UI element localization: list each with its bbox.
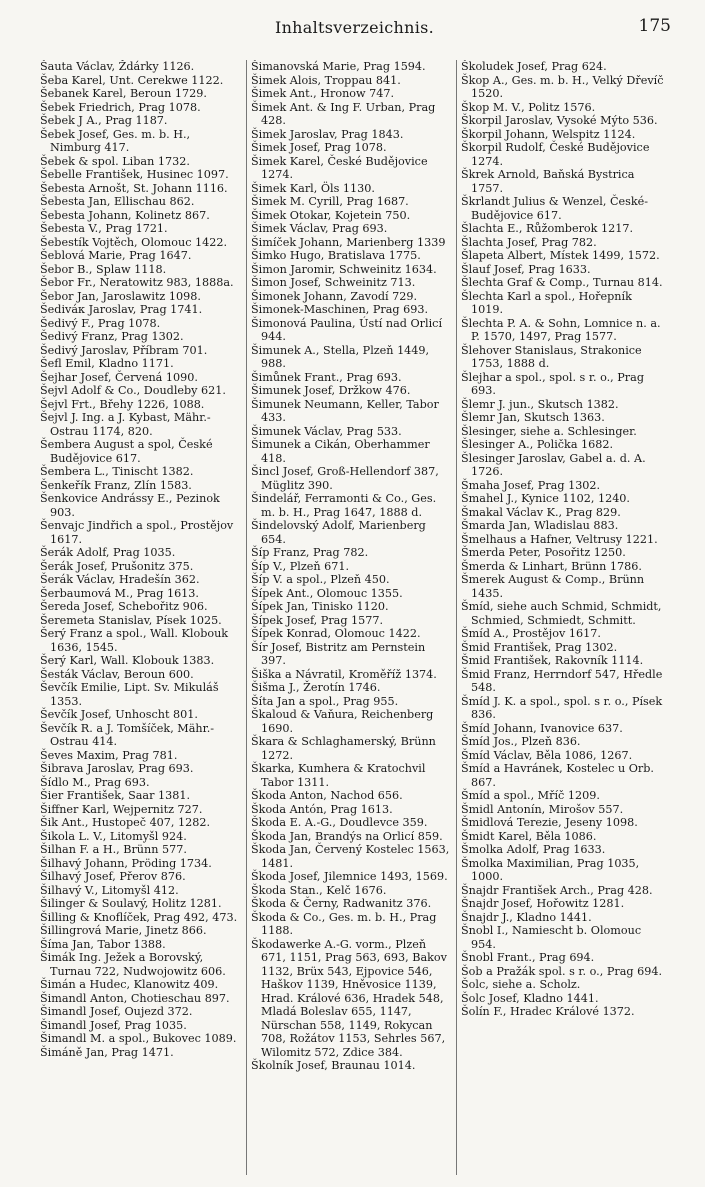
index-entry: Škara & Schlaghamerský, Brünn 1272.	[251, 735, 436, 762]
index-entry: Škorpil Jaroslav, Vysoké Mýto 536.	[461, 114, 658, 127]
index-entry: Šilling & Knoflíček, Prag 492, 473.	[40, 910, 238, 924]
index-entry: Šejhar Josef, Červená 1090.	[40, 370, 198, 384]
index-column-3	[456, 60, 671, 1175]
index-entry: Šenvajc Jindřich a spol., Prostějov 1617.	[40, 519, 234, 546]
index-entry: Šimandl Josef, Oujezd 372.	[40, 1005, 193, 1018]
index-entry: Šlechta Graf & Comp., Turnau 814.	[461, 276, 663, 289]
index-entry: Šerý Karl, Wall. Klobouk 1383.	[40, 654, 215, 667]
index-entry: Šmahel J., Kynice 1102, 1240.	[461, 492, 630, 505]
index-entry: Šlauf Josef, Prag 1633.	[461, 262, 591, 276]
index-entry: Ševes Maxim, Prag 781.	[40, 748, 178, 762]
page-header	[34, 14, 675, 42]
index-entry: Šimák Ing. Ježek a Borovský, Turnau 722, Nudwojowitz 606.	[40, 951, 226, 978]
index-entry: Šob a Pražák spol. s r. o., Prag 694.	[461, 964, 663, 978]
index-entry: Šlemr Jan, Skutsch 1363.	[461, 411, 605, 424]
index-entry: Šefl Emil, Kladno 1171.	[40, 357, 174, 370]
index-entry: Šiška a Návratil, Kroměříž 1374.	[251, 667, 437, 681]
index-entry: Šimonová Paulina, Ústí nad Orlicí 944.	[251, 316, 443, 343]
index-entry: Šlapeta Albert, Místek 1499, 1572.	[461, 249, 660, 262]
index-entry: Škoda Anton, Nachod 656.	[251, 789, 403, 802]
index-entry: Šimek Otokar, Kojetein 750.	[251, 208, 411, 222]
index-column-1	[36, 60, 246, 1175]
page-title: Inhaltsverzeichnis.	[274, 18, 435, 37]
index-entry: Šindelovský Adolf, Marienberg 654.	[251, 519, 426, 546]
index-entry: Šejvl Frt., Břehy 1226, 1088.	[40, 397, 205, 411]
index-entry: Škoda & Co., Ges. m. b. H., Prag 1188.	[251, 910, 437, 937]
index-entry: Šeba Karel, Unt. Cerekwe 1122.	[40, 73, 224, 87]
index-entry: Šípek Ant., Olomouc 1355.	[251, 586, 403, 600]
index-entry: Ševčík Emilie, Lipt. Sv. Mikuláš 1353.	[40, 681, 219, 708]
index-entry: Šmerda & Linhart, Brünn 1786.	[461, 559, 642, 573]
index-entry: Škrlandt Julius & Wenzel, České-Budějovice 617.	[461, 195, 649, 222]
index-entry: Šimek Václav, Prag 693.	[251, 222, 388, 235]
index-entry: Ševčík R. a J. Tomšíček, Mähr.-Ostrau 414.	[40, 721, 215, 748]
index-entry: Šíp Franz, Prag 782.	[251, 546, 369, 559]
index-entry: Škoda Jan, Červený Kostelec 1563, 1481.	[251, 843, 450, 870]
index-entry: Šimek Josef, Prag 1078.	[251, 141, 387, 154]
index-entry: Šebor Fr., Neratowitz 983, 1888a.	[40, 276, 234, 289]
index-entry: Šimek M. Cyrill, Prag 1687.	[251, 195, 409, 208]
index-entry: Šimunek A., Stella, Plzeň 1449, 988.	[251, 343, 430, 370]
index-entry: Šmerek August & Comp., Brünn 1435.	[461, 573, 645, 600]
index-entry: Škaloud & Vaňura, Reichenberg 1690.	[251, 708, 434, 735]
index-entry: Šebek J A., Prag 1187.	[40, 114, 168, 127]
index-entry: Šmidl Antonín, Mirošov 557.	[461, 802, 624, 816]
index-entry: Šimek Jaroslav, Prag 1843.	[251, 127, 404, 141]
index-entry: Škoda Jan, Brandýs na Orlicí 859.	[251, 829, 443, 843]
index-entry: Šejvl Adolf & Co., Doudleby 621.	[40, 384, 226, 397]
index-entry: Šlechta P. A. & Sohn, Lomnice n. a. P. 1570, 1497, Prag 1577.	[461, 316, 661, 343]
index-entry: Šebor Jan, Jaroslawitz 1098.	[40, 289, 201, 303]
index-entry: Školudek Josef, Prag 624.	[461, 60, 607, 73]
index-entry: Šmíd a Havránek, Kostelec u Orb. 867.	[461, 762, 654, 789]
index-entry: Škop M. V., Politz 1576.	[461, 100, 596, 114]
index-entry: Šmakal Václav K., Prag 829.	[461, 505, 621, 519]
index-entry: Šmíd A., Prostějov 1617.	[461, 627, 601, 640]
index-entry: Škoda Antón, Prag 1613.	[251, 802, 393, 816]
index-entry: Šilhavý Josef, Přerov 876.	[40, 870, 186, 883]
index-entry: Šebesta V., Prag 1721.	[40, 222, 168, 235]
index-entry: Šmid František, Prag 1302.	[461, 640, 618, 654]
index-entry: Šebanek Karel, Beroun 1729.	[40, 87, 207, 100]
index-entry: Šimonek-Maschinen, Prag 693.	[251, 303, 429, 316]
index-entry: Šebestík Vojtěch, Olomouc 1422.	[40, 235, 228, 249]
index-entry: Šmolka Adolf, Prag 1633.	[461, 843, 606, 856]
index-entry: Šišma J., Žerotín 1746.	[251, 681, 381, 694]
index-entry: Škorpil Johann, Welspitz 1124.	[461, 127, 636, 141]
index-entry: Šibrava Jaroslav, Prag 693.	[40, 762, 194, 775]
index-entry: Šimunek Václav, Prag 533.	[251, 424, 402, 438]
index-entry: Šebesta Arnošt, St. Johann 1116.	[40, 181, 228, 195]
index-entry: Šedivý Franz, Prag 1302.	[40, 330, 184, 343]
index-entry: Šenkeřík Franz, Zlín 1583.	[40, 478, 192, 492]
index-entry: Šnobl I., Namiescht b. Olomouc 954.	[461, 924, 642, 951]
index-entry: Šerák Josef, Prušonitz 375.	[40, 559, 194, 573]
index-entry: Šmíd J. K. a spol., spol. s r. o., Písek 836.	[461, 694, 663, 721]
index-entry: Šimek Alois, Troppau 841.	[251, 73, 401, 87]
index-entry: Šlehover Stanislaus, Strakonice 1753, 1888 d.	[461, 343, 642, 370]
index-entry: Šíp V. a spol., Plzeň 450.	[251, 573, 390, 586]
index-entry: Šídlo M., Prag 693.	[40, 775, 150, 789]
index-entry: Šmidlová Terezie, Jeseny 1098.	[461, 816, 638, 829]
index-entry: Šereda Josef, Schebořitz 906.	[40, 600, 208, 613]
index-entry: Šebek Friedrich, Prag 1078.	[40, 100, 201, 114]
index-entry: Šebelle František, Husinec 1097.	[40, 168, 229, 181]
index-entry: Šilhavý Johann, Pröding 1734.	[40, 856, 212, 870]
index-entry: Šilinger & Soulavý, Holitz 1281.	[40, 897, 222, 910]
index-columns	[36, 60, 671, 1175]
index-entry: Šmíd, siehe auch Schmid, Schmidt, Schmied, Schmiedt, Schmitt.	[461, 600, 662, 627]
index-entry: Šmíd a spol., Mříč 1209.	[461, 789, 600, 802]
index-entry: Škoda Stan., Kelč 1676.	[251, 883, 387, 897]
index-entry: Šembera L., Tinischt 1382.	[40, 465, 194, 478]
index-entry: Šier František, Saar 1381.	[40, 789, 191, 802]
index-entry: Šejvl J. Ing. a J. Kybast, Mähr.-Ostrau 1174, 820.	[40, 411, 211, 438]
index-entry: Škop A., Ges. m. b. H., Velký Dřevíč 1520.	[461, 73, 664, 100]
index-entry: Šimůnek Frant., Prag 693.	[251, 370, 402, 384]
index-entry: Šesták Václav, Beroun 600.	[40, 667, 194, 681]
index-column-2	[246, 60, 456, 1175]
index-entry: Škodawerke A.-G. vorm., Plzeň 671, 1151, Prag 563, 693, Bakov 1132, Brüx 543, Ejpovice 546, Haškov 1139, Hněvosice 1139, Hrad. Králové 636, Hradek 548, Mladá Boleslav 655, 1147, Nürschan 558, 1149, Rokycan 708, Rožátov 1153, Sehrles 567, Wilomitz 572, Zdice 384.	[251, 937, 447, 1059]
index-entry: Škoda Josef, Jilemnice 1493, 1569.	[251, 870, 448, 883]
index-entry: Ševčík Josef, Unhoscht 801.	[40, 708, 198, 721]
index-entry: Šimon Josef, Schweinitz 713.	[251, 276, 416, 289]
index-entry: Šíma Jan, Tabor 1388.	[40, 937, 166, 951]
index-entry: Šnajdr František Arch., Prag 428.	[461, 883, 653, 897]
index-entry: Šimán a Hudec, Klanowitz 409.	[40, 978, 219, 991]
index-entry: Školník Josef, Braunau 1014.	[251, 1059, 416, 1072]
index-entry: Šmidt Karel, Běla 1086.	[461, 829, 597, 843]
index-entry: Šolín F., Hradec Králové 1372.	[461, 1005, 635, 1018]
index-entry: Šmelhaus a Hafner, Veltrusy 1221.	[461, 532, 658, 546]
index-entry: Šimáně Jan, Prag 1471.	[40, 1045, 174, 1059]
index-entry: Šnajdr Josef, Hořowitz 1281.	[461, 897, 625, 910]
index-entry: Šmíd Jos., Plzeň 836.	[461, 735, 581, 748]
index-entry: Šmíd Václav, Běla 1086, 1267.	[461, 748, 633, 762]
index-entry: Šimek Ant., Hronow 747.	[251, 87, 395, 100]
index-entry: Šimandl M. a spol., Bukovec 1089.	[40, 1032, 237, 1045]
index-entry: Šimunek Neumann, Keller, Tabor 433.	[251, 397, 439, 424]
index-entry: Šebek Josef, Ges. m. b. H., Nimburg 417.	[40, 127, 191, 154]
index-entry: Šimanovská Marie, Prag 1594.	[251, 60, 426, 73]
index-entry: Šmíd Johann, Ivanovice 637.	[461, 721, 623, 735]
index-entry: Šimandl Josef, Prag 1035.	[40, 1018, 187, 1032]
index-entry: Šimunek Josef, Držkow 476.	[251, 384, 411, 397]
index-entry: Šebek & spol. Liban 1732.	[40, 154, 190, 168]
index-entry: Šimon Jaromir, Schweinitz 1634.	[251, 262, 437, 276]
index-entry: Šmid Franz, Herrndorf 547, Hředle 548.	[461, 667, 663, 694]
index-entry: Šedivý F., Prag 1078.	[40, 316, 161, 330]
index-entry: Šlechta Karl a spol., Hořepník 1019.	[461, 289, 632, 316]
index-entry: Šlesinger Jaroslav, Gabel a. d. A. 1726.	[461, 451, 646, 478]
index-entry: Šeblová Marie, Prag 1647.	[40, 249, 192, 262]
index-entry: Šimek Karl, Öls 1130.	[251, 181, 375, 195]
index-entry: Šebesta Johann, Kolinetz 867.	[40, 208, 210, 222]
index-entry: Šerák Adolf, Prag 1035.	[40, 546, 176, 559]
index-entry: Šolc, siehe a. Scholz.	[461, 978, 581, 991]
index-entry: Šnobl Frant., Prag 694.	[461, 951, 595, 964]
index-entry: Šerbaumová M., Prag 1613.	[40, 586, 199, 600]
index-entry: Šiffner Karl, Wejpernitz 727.	[40, 802, 203, 816]
index-entry: Šmarda Jan, Wladislau 883.	[461, 519, 619, 532]
index-entry: Šillingrová Marie, Jinetz 866.	[40, 924, 207, 937]
index-entry: Šlemr J. jun., Skutsch 1382.	[461, 397, 619, 411]
index-entry: Šimek Ant. & Ing F. Urban, Prag 428.	[251, 100, 436, 127]
index-entry: Šlesinger, siehe a. Schlesinger.	[461, 424, 637, 438]
index-entry: Šimek Karel, České Budějovice 1274.	[251, 154, 428, 181]
index-entry: Šikola L. V., Litomyšl 924.	[40, 829, 187, 843]
index-entry: Šediváк Jaroslav, Prag 1741.	[40, 303, 203, 316]
index-entry: Šmolka Maximilian, Prag 1035, 1000.	[461, 856, 640, 883]
index-entry: Šmid František, Rakovník 1114.	[461, 654, 644, 667]
index-entry: Šnajdr J., Kladno 1441.	[461, 910, 592, 924]
index-entry: Šimíček Johann, Marienberg 1339	[251, 235, 446, 249]
index-entry: Šmaha Josef, Prag 1302.	[461, 478, 601, 492]
index-entry: Škarka, Kumhera & Kratochvil Tabor 1311.	[251, 762, 426, 789]
index-entry: Šilhan F. a H., Brünn 577.	[40, 843, 187, 856]
index-entry: Šíta Jan a spol., Prag 955.	[251, 694, 399, 708]
index-entry: Šerý Franz a spol., Wall. Klobouk 1636, 1545.	[40, 627, 229, 654]
index-entry: Šik Ant., Hustopeč 407, 1282.	[40, 816, 211, 829]
index-entry: Škrek Arnold, Baňská Bystrica 1757.	[461, 168, 635, 195]
index-entry: Šedivý Jaroslav, Příbram 701.	[40, 343, 208, 357]
index-entry: Šimunek a Cikán, Oberhammer 418.	[251, 438, 430, 465]
index-entry: Šlesinger A., Polička 1682.	[461, 438, 614, 451]
index-entry: Šmerda Peter, Posořitz 1250.	[461, 546, 626, 559]
index-entry: Šeremeta Stanislav, Písek 1025.	[40, 613, 222, 627]
index-entry: Šípek Jan, Tinisko 1120.	[251, 600, 389, 613]
index-entry: Šípek Konrad, Olomouc 1422.	[251, 627, 421, 640]
index-entry: Šembera August a spol, České Budějovice 617.	[40, 438, 213, 465]
index-entry: Šimonek Johann, Zavodí 729.	[251, 289, 418, 303]
index-entry: Škoda E. A.-G., Doudlevce 359.	[251, 816, 428, 829]
index-entry: Šlachta E., Růžomberok 1217.	[461, 222, 634, 235]
index-entry: Šebesta Jan, Ellischau 862.	[40, 195, 195, 208]
index-entry: Šlejhar a spol., spol. s r. o., Prag 693.	[461, 370, 644, 397]
page-number: 175	[638, 16, 671, 36]
index-entry: Šimko Hugo, Bratislava 1775.	[251, 249, 421, 262]
index-entry: Šerák Václav, Hradešín 362.	[40, 573, 200, 586]
index-entry: Šincl Josef, Groß-Hellendorf 387, Müglitz 390.	[251, 465, 439, 492]
index-entry: Šír Josef, Bistritz am Pernstein 397.	[251, 640, 426, 667]
index-entry: Šauta Václav, Ždárky 1126.	[40, 60, 195, 73]
index-entry: Šebor B., Splaw 1118.	[40, 262, 167, 276]
index-entry: Šípek Josef, Prag 1577.	[251, 613, 384, 627]
index-entry: Šilhavý V., Litomyšl 412.	[40, 883, 179, 897]
index-entry: Šimandl Anton, Chotieschau 897.	[40, 991, 230, 1005]
index-entry: Šlachta Josef, Prag 782.	[461, 235, 597, 249]
index-entry: Šindelář, Ferramonti & Co., Ges. m. b. H., Prag 1647, 1888 d.	[251, 492, 437, 519]
index-entry: Šolc Josef, Kladno 1441.	[461, 991, 599, 1005]
index-entry: Škoda & Černy, Radwanitz 376.	[251, 897, 432, 910]
index-entry: Šenkovice Andrássy E., Pezinok 903.	[40, 492, 220, 519]
index-entry: Škorpil Rudolf, České Budějovice 1274.	[461, 141, 650, 168]
index-entry: Šíp V., Plzeň 671.	[251, 559, 350, 573]
